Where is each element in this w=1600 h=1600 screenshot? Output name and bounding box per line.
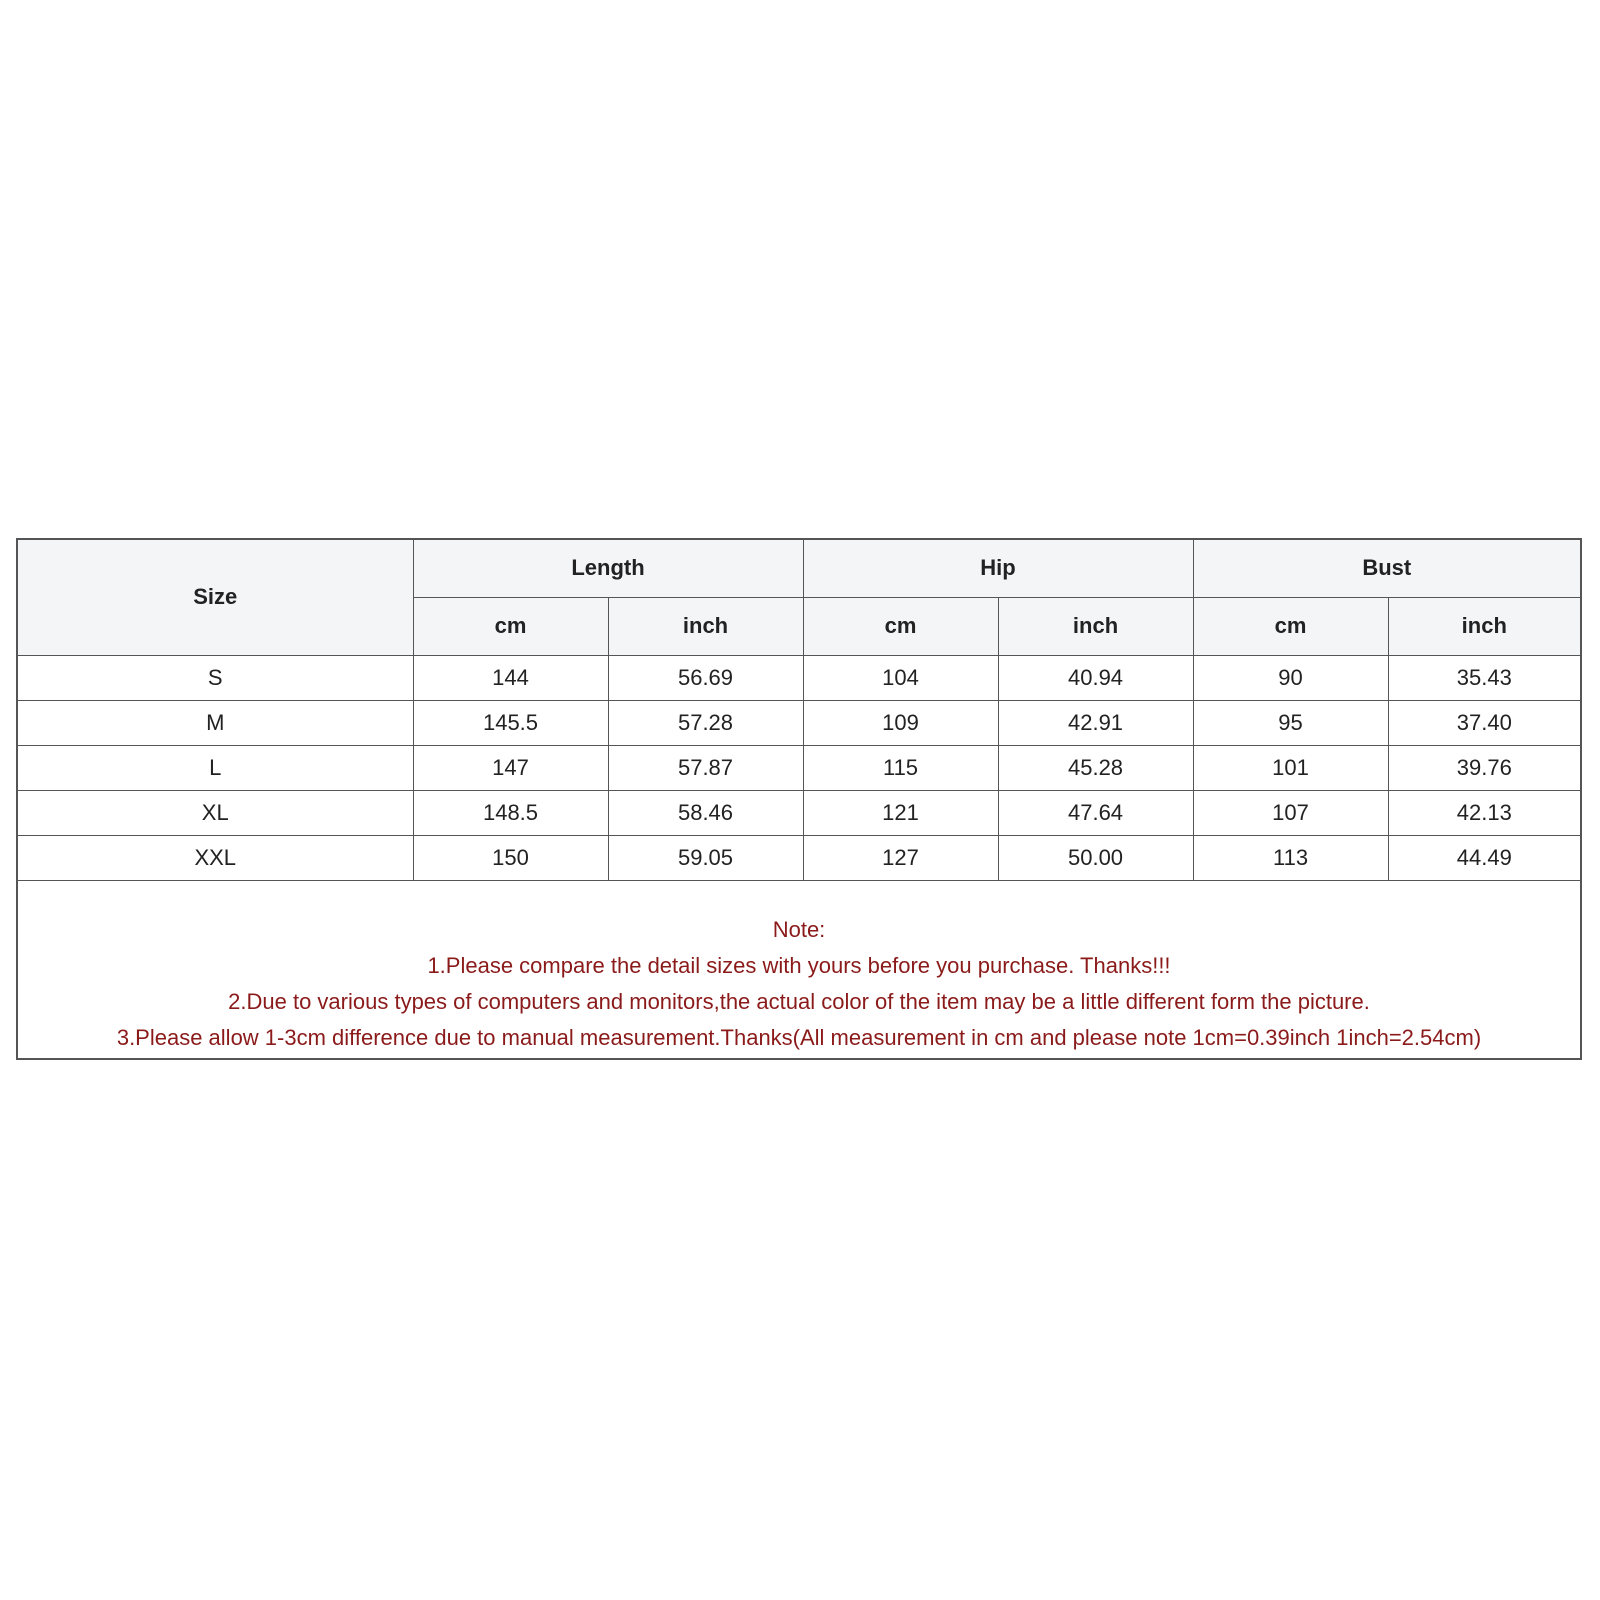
- unit-header: cm: [803, 597, 998, 655]
- table-row: [18, 700, 1580, 745]
- group-header-length: Length: [413, 540, 803, 597]
- size-header: Size: [18, 540, 413, 655]
- value-cell: 44.49: [1388, 835, 1580, 880]
- size-table: [18, 540, 1580, 881]
- unit-header: inch: [998, 597, 1193, 655]
- value-cell: 95: [1193, 700, 1388, 745]
- unit-header: cm: [1193, 597, 1388, 655]
- value-cell: 107: [1193, 790, 1388, 835]
- note-title: Note:: [772, 917, 826, 942]
- value-cell: 37.40: [1388, 700, 1580, 745]
- table-row: [18, 745, 1580, 790]
- value-cell: 109: [803, 700, 998, 745]
- unit-header: inch: [608, 597, 803, 655]
- size-cell: L: [18, 745, 413, 790]
- size-cell: XXL: [18, 835, 413, 880]
- value-cell: 35.43: [1388, 655, 1580, 700]
- table-row: [18, 835, 1580, 880]
- note-line: 2.Due to various types of computers and monitors,the actual color of the item may be a little different form the picture.: [228, 989, 1370, 1014]
- value-cell: 90: [1193, 655, 1388, 700]
- group-header-hip: Hip: [803, 540, 1193, 597]
- value-cell: 42.91: [998, 700, 1193, 745]
- value-cell: 148.5: [413, 790, 608, 835]
- value-cell: 144: [413, 655, 608, 700]
- size-cell: XL: [18, 790, 413, 835]
- unit-header: cm: [413, 597, 608, 655]
- header-group-row: [18, 540, 1580, 597]
- value-cell: 45.28: [998, 745, 1193, 790]
- value-cell: 121: [803, 790, 998, 835]
- value-cell: 42.13: [1388, 790, 1580, 835]
- size-cell: M: [18, 700, 413, 745]
- group-header-bust: Bust: [1193, 540, 1580, 597]
- table-row: [18, 790, 1580, 835]
- unit-header: inch: [1388, 597, 1580, 655]
- note-line: 1.Please compare the detail sizes with yours before you purchase. Thanks!!!: [427, 953, 1171, 978]
- value-cell: 50.00: [998, 835, 1193, 880]
- value-cell: 115: [803, 745, 998, 790]
- value-cell: 113: [1193, 835, 1388, 880]
- table-row: [18, 655, 1580, 700]
- notes-section: [18, 912, 1580, 1056]
- value-cell: 58.46: [608, 790, 803, 835]
- value-cell: 150: [413, 835, 608, 880]
- value-cell: 57.87: [608, 745, 803, 790]
- value-cell: 39.76: [1388, 745, 1580, 790]
- note-line: 3.Please allow 1-3cm difference due to manual measurement.Thanks(All measurement in cm and please note 1cm=0.39inch 1inch=2.54cm): [116, 1025, 1482, 1050]
- size-cell: S: [18, 655, 413, 700]
- value-cell: 104: [803, 655, 998, 700]
- value-cell: 147: [413, 745, 608, 790]
- value-cell: 59.05: [608, 835, 803, 880]
- value-cell: 56.69: [608, 655, 803, 700]
- value-cell: 145.5: [413, 700, 608, 745]
- value-cell: 47.64: [998, 790, 1193, 835]
- value-cell: 57.28: [608, 700, 803, 745]
- value-cell: 127: [803, 835, 998, 880]
- value-cell: 101: [1193, 745, 1388, 790]
- value-cell: 40.94: [998, 655, 1193, 700]
- size-chart: [16, 538, 1582, 1060]
